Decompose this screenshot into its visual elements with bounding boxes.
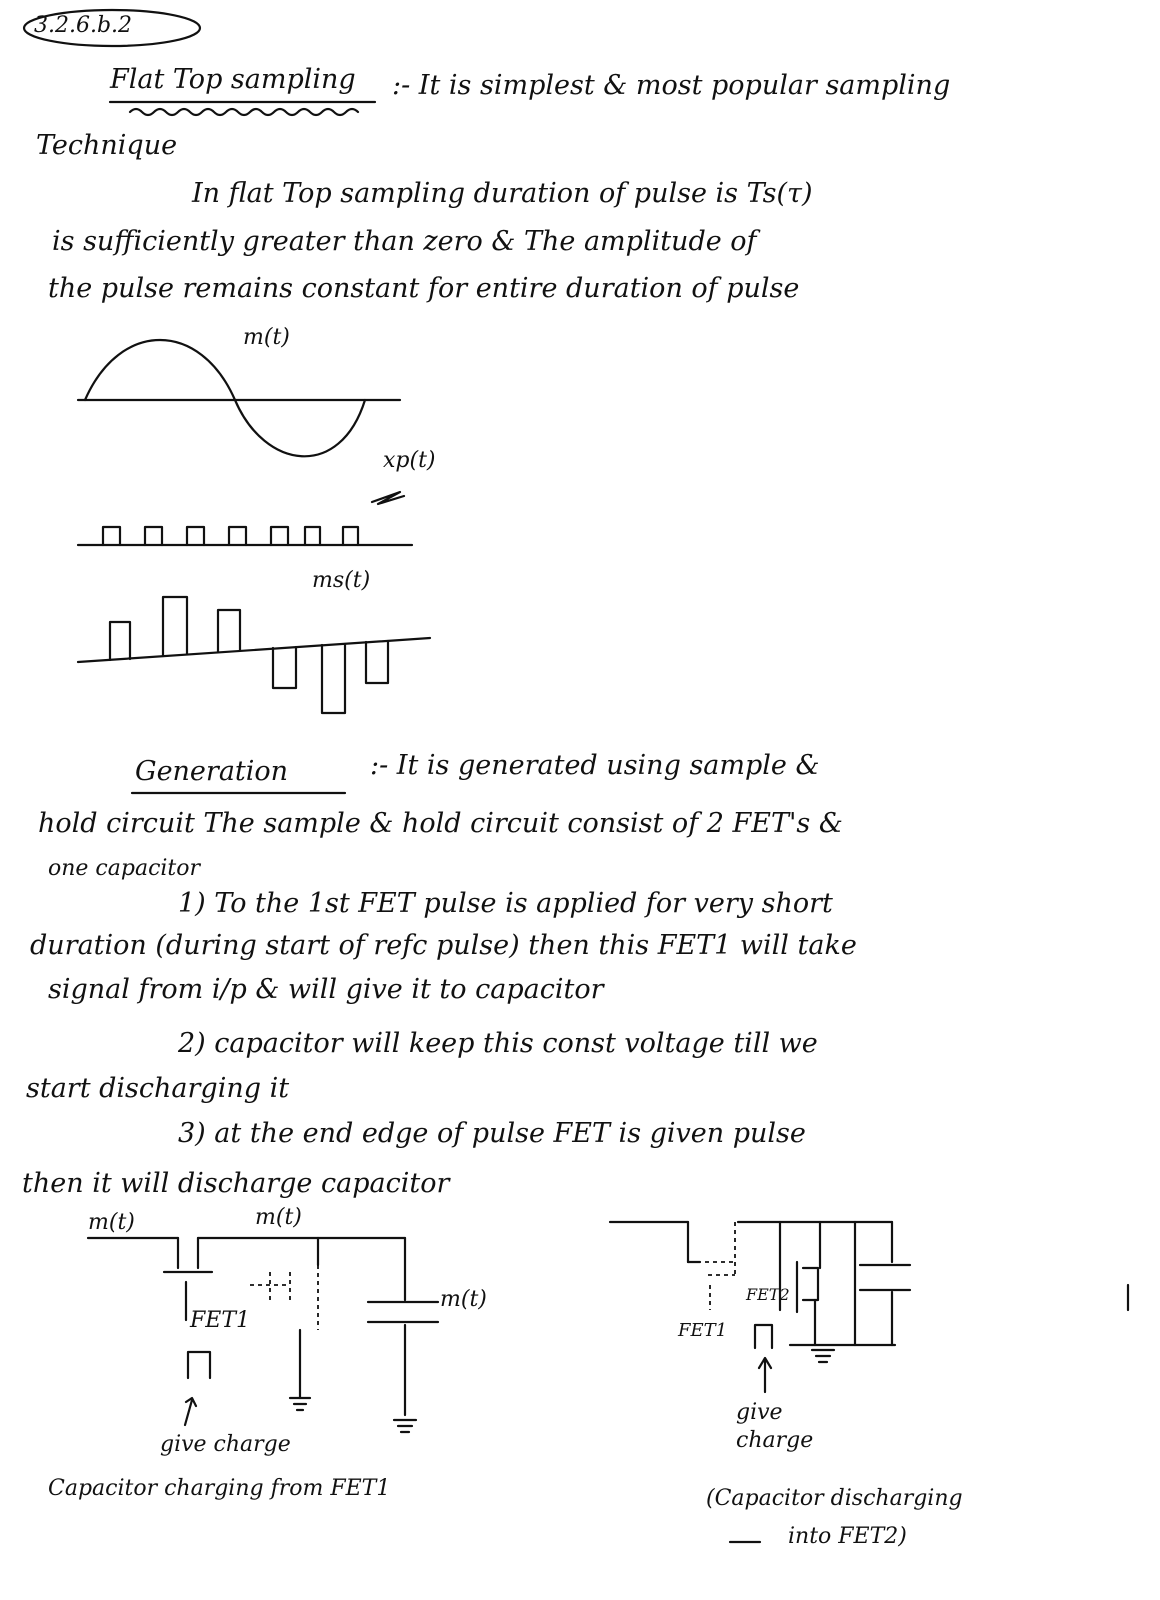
pulse-5 (271, 527, 288, 545)
pulse-7 (343, 527, 358, 545)
right-fet1-label: FET1 (678, 1320, 728, 1341)
pulse-2 (145, 527, 162, 545)
heading-wavy-underline (130, 109, 358, 115)
heading-intro-cont: Technique (36, 130, 178, 161)
sampled-pulses (110, 597, 388, 713)
left-circuit (88, 1238, 438, 1432)
left-node-label: m(t) (255, 1205, 302, 1230)
para1-line1: In flat Top sampling duration of pulse is Ts(τ) (192, 178, 813, 209)
right-fet2-label: FET2 (746, 1285, 790, 1304)
generation-heading: Generation (135, 756, 289, 787)
message-sine-wave (85, 340, 365, 456)
sample-4 (273, 647, 296, 688)
generation-line3: one capacitor (48, 856, 201, 881)
right-fet2-channel (803, 1268, 818, 1300)
left-ground-1 (290, 1398, 310, 1410)
para1-line2: is sufficiently greater than zero & The amplitude of (52, 226, 757, 257)
heading-intro: :- It is simplest & most popular sampling (392, 70, 951, 101)
pulse-train-pulses (103, 527, 358, 545)
label-message-signal: m(t) (243, 325, 290, 350)
left-caption: Capacitor charging from FET1 (48, 1476, 391, 1501)
sample-1 (110, 622, 130, 660)
sample-2 (163, 597, 187, 656)
left-ground-2 (394, 1420, 416, 1432)
left-cap-label: m(t) (440, 1287, 487, 1312)
left-input-label: m(t) (88, 1210, 135, 1235)
right-pulse-note-1: give (736, 1400, 783, 1425)
pulse-1 (103, 527, 120, 545)
right-gate-pulse (755, 1325, 772, 1348)
right-pulse-note-2: charge (736, 1428, 814, 1453)
left-gate-pulse (188, 1352, 210, 1378)
right-caption-line2: into FET2) (788, 1524, 907, 1549)
left-fet-label: FET1 (190, 1308, 250, 1333)
scribble-mark (372, 492, 404, 504)
right-fet1-dashed (705, 1222, 735, 1310)
step2-line-b: start discharging it (26, 1073, 290, 1104)
step1-line-c: signal from i/p & will give it to capacitor (48, 974, 604, 1005)
label-sampled-signal: ms(t) (312, 568, 371, 593)
left-pulse-note: give charge (160, 1432, 291, 1457)
section-number-circle (24, 10, 200, 46)
generation-line2: hold circuit The sample & hold circuit consist of 2 FET's & (38, 808, 843, 839)
para1-line3: the pulse remains constant for entire duration of pulse (48, 273, 800, 304)
step2-line-a: 2) capacitor will keep this const voltage till we (178, 1028, 818, 1059)
right-caption-line1: (Capacitor discharging (706, 1486, 963, 1511)
left-arrow (185, 1398, 196, 1425)
step1-line-a: 1) To the 1st FET pulse is applied for very short (178, 888, 833, 919)
pulse-6 (305, 527, 320, 545)
step3-line-a: 3) at the end edge of pulse FET is given pulse (178, 1118, 806, 1149)
sample-6 (366, 641, 388, 683)
step3-line-b: then it will discharge capacitor (22, 1168, 450, 1199)
section-number: 3.2.6.b.2 (34, 13, 133, 38)
right-arrow (759, 1358, 771, 1392)
left-dashed-fet2 (250, 1265, 318, 1330)
sample-3 (218, 610, 240, 652)
generation-line1: :- It is generated using sample & (370, 750, 820, 781)
right-ground (812, 1350, 834, 1362)
pulse-3 (187, 527, 204, 545)
sample-5 (322, 644, 345, 713)
step1-line-b: duration (during start of refc pulse) then this FET1 will take (30, 930, 857, 961)
label-pulse-train: xp(t) (383, 448, 436, 473)
right-circuit (610, 1222, 1128, 1392)
heading-flat-top-sampling: Flat Top sampling (110, 64, 356, 95)
pulse-4 (229, 527, 246, 545)
